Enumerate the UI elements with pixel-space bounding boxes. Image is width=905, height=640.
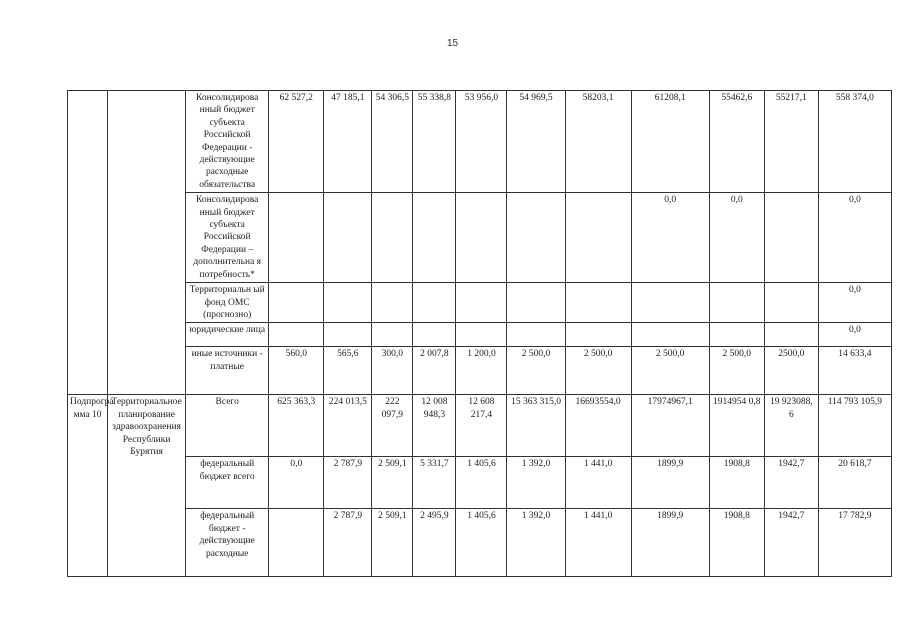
value-cell: 1 405,6 xyxy=(456,509,507,577)
value-cell xyxy=(269,323,324,347)
value-cell: 565,6 xyxy=(324,347,372,395)
table-row xyxy=(68,323,892,347)
value-cell: 0,0 xyxy=(269,457,324,509)
value-cell: 224 013,5 xyxy=(324,395,372,457)
value-cell xyxy=(269,283,324,323)
value-cell: 1 405,6 xyxy=(456,457,507,509)
value-cell: 55 338,8 xyxy=(413,91,456,193)
value-cell: 16693554,0 xyxy=(565,395,631,457)
value-cell: 2 500,0 xyxy=(631,347,709,395)
funding-source-cell: Консолидирова нный бюджет субъекта Российской Федерации – дополнительна я потребность* xyxy=(186,193,269,283)
subprogram-name: Территориальное планирование здравоохранения Республики Бурятия xyxy=(108,395,186,577)
value-cell xyxy=(565,193,631,283)
value-cell: 2 500,0 xyxy=(565,347,631,395)
value-cell xyxy=(372,323,413,347)
value-cell: 1 392,0 xyxy=(507,457,565,509)
value-cell: 1908,8 xyxy=(709,457,764,509)
page-number: 15 xyxy=(446,38,459,49)
value-cell xyxy=(324,283,372,323)
value-cell xyxy=(507,193,565,283)
table-row xyxy=(68,283,892,323)
value-cell: 2500,0 xyxy=(764,347,818,395)
value-cell: 0,0 xyxy=(818,323,891,347)
value-cell: 47 185,1 xyxy=(324,91,372,193)
value-cell: 222 097,9 xyxy=(372,395,413,457)
value-cell xyxy=(709,283,764,323)
value-cell xyxy=(764,283,818,323)
funding-source-cell: Всего xyxy=(186,395,269,457)
value-cell xyxy=(324,193,372,283)
value-cell: 12 608 217,4 xyxy=(456,395,507,457)
budget-table xyxy=(67,90,892,577)
value-cell xyxy=(269,193,324,283)
value-cell: 1908,8 xyxy=(709,509,764,577)
value-cell: 54 306,5 xyxy=(372,91,413,193)
value-cell: 1 392,0 xyxy=(507,509,565,577)
value-cell: 1 441,0 xyxy=(565,457,631,509)
value-cell xyxy=(764,323,818,347)
table-row xyxy=(68,457,892,509)
value-cell xyxy=(456,323,507,347)
value-cell xyxy=(413,193,456,283)
value-cell: 1899,9 xyxy=(631,509,709,577)
value-cell xyxy=(507,283,565,323)
value-cell xyxy=(631,283,709,323)
value-cell: 58203,1 xyxy=(565,91,631,193)
value-cell: 2 007,8 xyxy=(413,347,456,395)
value-cell: 1 200,0 xyxy=(456,347,507,395)
value-cell: 2 500,0 xyxy=(709,347,764,395)
value-cell xyxy=(372,283,413,323)
value-cell: 1899,9 xyxy=(631,457,709,509)
value-cell: 61208,1 xyxy=(631,91,709,193)
value-cell xyxy=(413,283,456,323)
value-cell: 625 363,3 xyxy=(269,395,324,457)
value-cell xyxy=(631,323,709,347)
value-cell: 114 793 105,9 xyxy=(818,395,891,457)
funding-source-cell: юридические лица xyxy=(186,323,269,347)
value-cell xyxy=(764,193,818,283)
value-cell: 558 374,0 xyxy=(818,91,891,193)
value-cell: 2 500,0 xyxy=(507,347,565,395)
value-cell: 1 441,0 xyxy=(565,509,631,577)
funding-source-cell: иные источники - платные xyxy=(186,347,269,395)
value-cell: 14 633,4 xyxy=(818,347,891,395)
value-cell xyxy=(456,283,507,323)
value-cell: 0,0 xyxy=(631,193,709,283)
value-cell xyxy=(372,193,413,283)
value-cell xyxy=(565,323,631,347)
value-cell: 2 495,9 xyxy=(413,509,456,577)
value-cell: 62 527,2 xyxy=(269,91,324,193)
value-cell: 55217,1 xyxy=(764,91,818,193)
value-cell: 17 782,9 xyxy=(818,509,891,577)
value-cell xyxy=(324,323,372,347)
table-row xyxy=(68,509,892,577)
table-row xyxy=(68,347,892,395)
funding-source-cell: федеральный бюджет - действующие расходные xyxy=(186,509,269,577)
funding-source-cell: федеральный бюджет всего xyxy=(186,457,269,509)
value-cell: 15 363 315,0 xyxy=(507,395,565,457)
empty-subprogram-cell xyxy=(68,91,108,395)
table-row xyxy=(68,91,892,193)
value-cell: 2 509,1 xyxy=(372,509,413,577)
value-cell: 55462,6 xyxy=(709,91,764,193)
value-cell: 1942,7 xyxy=(764,509,818,577)
value-cell xyxy=(413,323,456,347)
value-cell: 0,0 xyxy=(818,283,891,323)
value-cell: 2 787,9 xyxy=(324,457,372,509)
value-cell xyxy=(456,193,507,283)
value-cell xyxy=(269,509,324,577)
table-row xyxy=(68,395,892,457)
empty-name-cell xyxy=(108,91,186,395)
value-cell: 1942,7 xyxy=(764,457,818,509)
value-cell: 53 956,0 xyxy=(456,91,507,193)
value-cell: 17974967,1 xyxy=(631,395,709,457)
value-cell: 12 008 948,3 xyxy=(413,395,456,457)
funding-source-cell: Консолидирова нный бюджет субъекта Российской Федерации - действующие расходные обязательства xyxy=(186,91,269,193)
value-cell: 0,0 xyxy=(818,193,891,283)
value-cell: 54 969,5 xyxy=(507,91,565,193)
value-cell: 2 787,9 xyxy=(324,509,372,577)
value-cell: 5 331,7 xyxy=(413,457,456,509)
value-cell: 560,0 xyxy=(269,347,324,395)
value-cell: 0,0 xyxy=(709,193,764,283)
value-cell: 1914954 0,8 xyxy=(709,395,764,457)
value-cell: 2 509,1 xyxy=(372,457,413,509)
subprogram-label: Подпрогра мма 10 xyxy=(68,395,108,577)
value-cell xyxy=(709,323,764,347)
funding-source-cell: Территориальн ый фонд ОМС (прогнозно) xyxy=(186,283,269,323)
value-cell: 300,0 xyxy=(372,347,413,395)
value-cell xyxy=(565,283,631,323)
table-row xyxy=(68,193,892,283)
value-cell: 19 923088, 6 xyxy=(764,395,818,457)
value-cell: 20 618,7 xyxy=(818,457,891,509)
value-cell xyxy=(507,323,565,347)
